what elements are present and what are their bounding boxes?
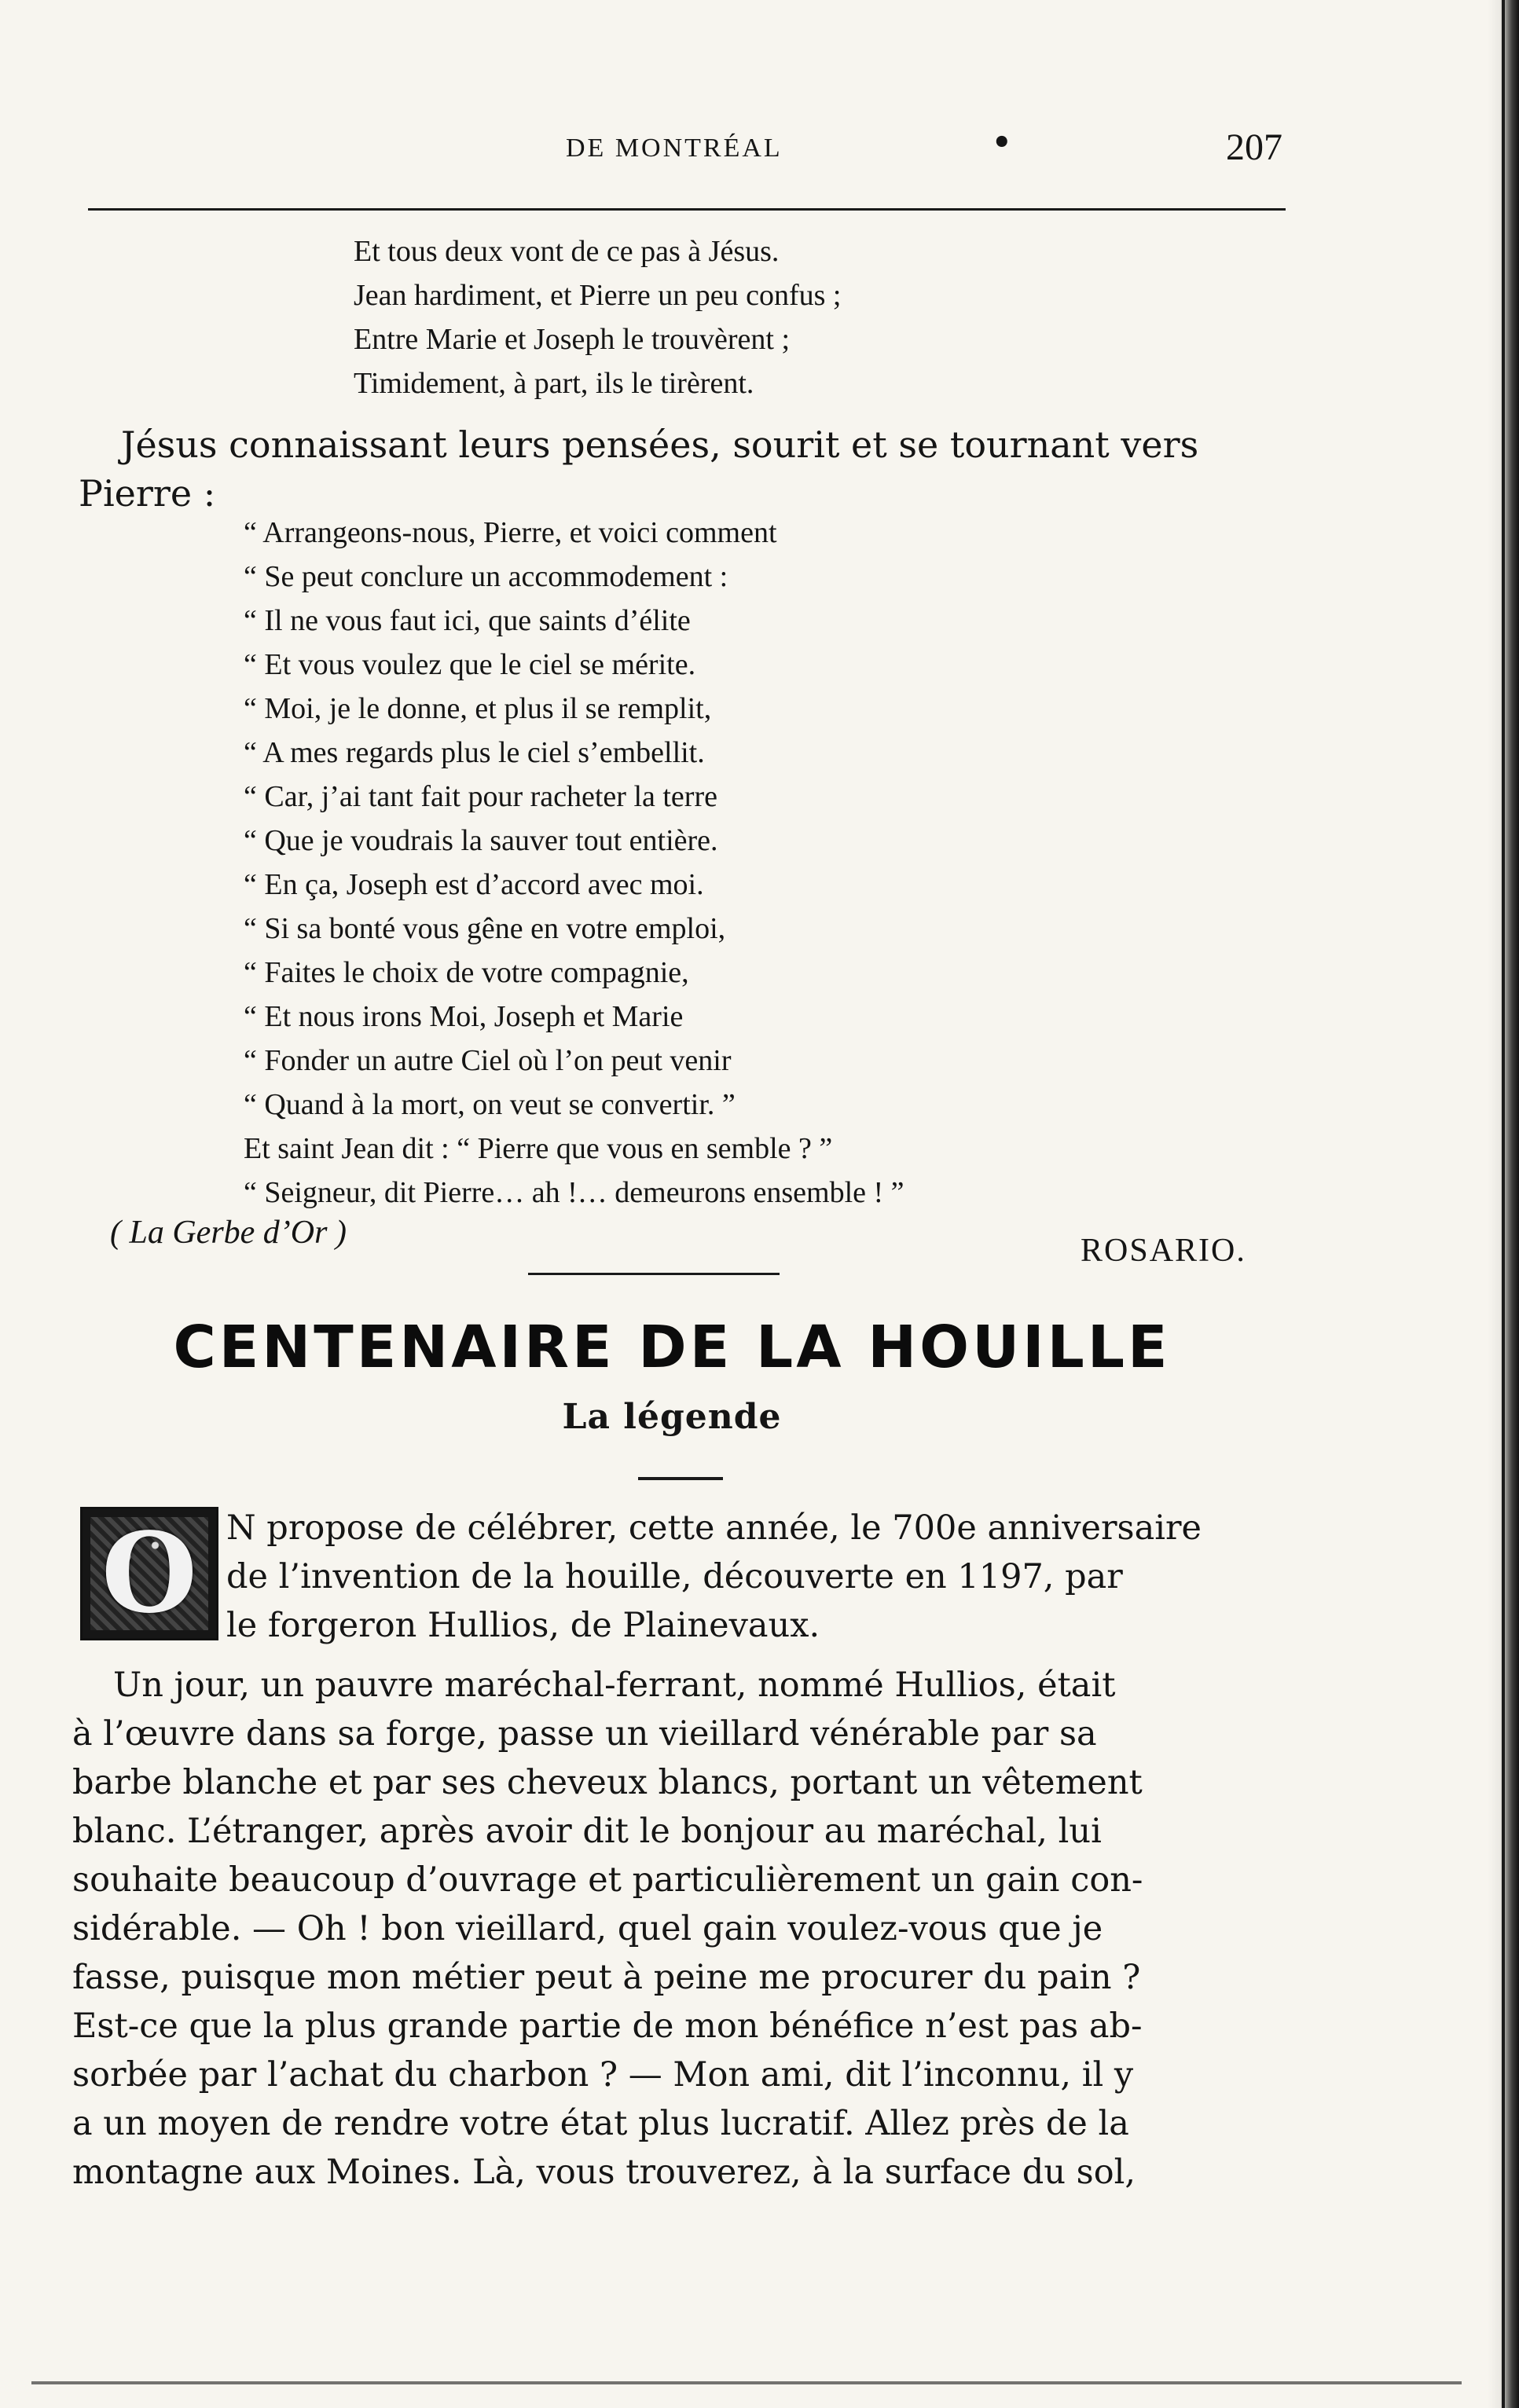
separator-rule bbox=[638, 1477, 723, 1480]
poem-line: Entre Marie et Joseph le trouvèrent ; bbox=[354, 323, 791, 356]
poem-stanza-1 bbox=[354, 229, 841, 405]
paragraph-line: fasse, puisque mon métier peut à peine me procurer du pain ? bbox=[72, 1958, 1141, 1997]
paragraph-line: sorbée par l’achat du charbon ? — Mon ami, dit l’inconnu, il y bbox=[72, 2055, 1134, 2095]
dropcap-letter: O bbox=[101, 1509, 197, 1638]
paragraph-line: de l’invention de la houille, découverte en 1197, par bbox=[226, 1557, 1123, 1596]
source-citation: ( La Gerbe d’Or ) bbox=[110, 1215, 347, 1251]
poem-line: “ Et nous irons Moi, Joseph et Marie bbox=[244, 1000, 684, 1033]
ornament-pattern bbox=[90, 1509, 208, 1638]
poem-line: “ Arrangeons-nous, Pierre, et voici comment bbox=[244, 516, 777, 549]
page-bottom-rule bbox=[31, 2381, 1462, 2384]
running-header: DE MONTRÉAL bbox=[566, 134, 783, 163]
paragraph-line: souhaite beaucoup d’ouvrage et particulièrement un gain con- bbox=[72, 1860, 1143, 1900]
poem-line: “ Fonder un autre Ciel où l’on peut venir bbox=[244, 1044, 732, 1077]
poem-line: Jean hardiment, et Pierre un peu confus ; bbox=[354, 279, 842, 312]
poem-line: “ Se peut conclure un accommodement : bbox=[244, 560, 728, 593]
poem-line: “ Car, j’ai tant fait pour racheter la terre bbox=[244, 780, 717, 813]
poem-stanza-2 bbox=[244, 511, 904, 1215]
poem-line: “ Faites le choix de votre compagnie, bbox=[244, 956, 689, 989]
section-subtitle: La légende bbox=[562, 1397, 782, 1437]
paragraph-line: blanc. L’étranger, après avoir dit le bonjour au maréchal, lui bbox=[72, 1812, 1102, 1851]
author-signature: ROSARIO. bbox=[1081, 1233, 1246, 1269]
poem-line: “ A mes regards plus le ciel s’embellit. bbox=[244, 736, 705, 769]
paragraph-line: Est-ce que la plus grande partie de mon bénéfice n’est pas ab- bbox=[72, 2007, 1143, 2046]
paragraph-line: le forgeron Hullios, de Plainevaux. bbox=[226, 1606, 820, 1645]
page-number: 207 bbox=[1226, 126, 1282, 168]
poem-line: “ Et vous voulez que le ciel se mérite. bbox=[244, 648, 696, 681]
header-rule bbox=[88, 208, 1286, 211]
paragraph-line: N propose de célébrer, cette année, le 700e anniversaire bbox=[226, 1508, 1202, 1548]
page-edge-rule bbox=[1502, 0, 1505, 2408]
poem-line: “ Il ne vous faut ici, que saints d’élite bbox=[244, 604, 691, 637]
poem-line: Et tous deux vont de ce pas à Jésus. bbox=[354, 235, 780, 268]
poem-line: Et saint Jean dit : “ Pierre que vous en semble ? ” bbox=[244, 1132, 833, 1165]
poem-line: Timidement, à part, ils le tirèrent. bbox=[354, 367, 754, 400]
paragraph-line: à l’œuvre dans sa forge, passe un vieillard vénérable par sa bbox=[72, 1714, 1097, 1754]
poem-line: “ Quand à la mort, on veut se convertir. ” bbox=[244, 1088, 736, 1121]
prose-line: Pierre : bbox=[79, 472, 216, 515]
opening-paragraph bbox=[226, 1504, 1202, 1650]
poem-line: “ Moi, je le donne, et plus il se remplit, bbox=[244, 692, 712, 725]
paragraph-line: a un moyen de rendre votre état plus lucratif. Allez près de la bbox=[72, 2104, 1129, 2143]
poem-line: “ En ça, Joseph est d’accord avec moi. bbox=[244, 868, 704, 901]
prose-interlude bbox=[79, 420, 1304, 518]
prose-line: Jésus connaissant leurs pensées, sourit et se tournant vers bbox=[121, 423, 1199, 466]
paragraph-line: Un jour, un pauvre maréchal-ferrant, nommé Hullios, était bbox=[113, 1666, 1116, 1705]
separator-rule bbox=[528, 1273, 780, 1275]
poem-line: “ Si sa bonté vous gêne en votre emploi, bbox=[244, 912, 726, 945]
poem-line: “ Que je voudrais la sauver tout entière. bbox=[244, 824, 718, 857]
poem-line: “ Seigneur, dit Pierre… ah !… demeurons ensemble ! ” bbox=[244, 1176, 904, 1209]
dropcap-ornament bbox=[80, 1507, 218, 1640]
paragraph-line: barbe blanche et par ses cheveux blancs, portant un vêtement bbox=[72, 1763, 1143, 1802]
section-title: CENTENAIRE DE LA HOUILLE bbox=[173, 1314, 1171, 1381]
paragraph-line: sidérable. — Oh ! bon vieillard, quel gain voulez-vous que je bbox=[72, 1909, 1103, 1948]
header-dot: • bbox=[992, 124, 1012, 161]
paragraph-line: montagne aux Moines. Là, vous trouverez, à la surface du sol, bbox=[72, 2153, 1136, 2192]
body-paragraph bbox=[72, 1661, 1143, 2197]
